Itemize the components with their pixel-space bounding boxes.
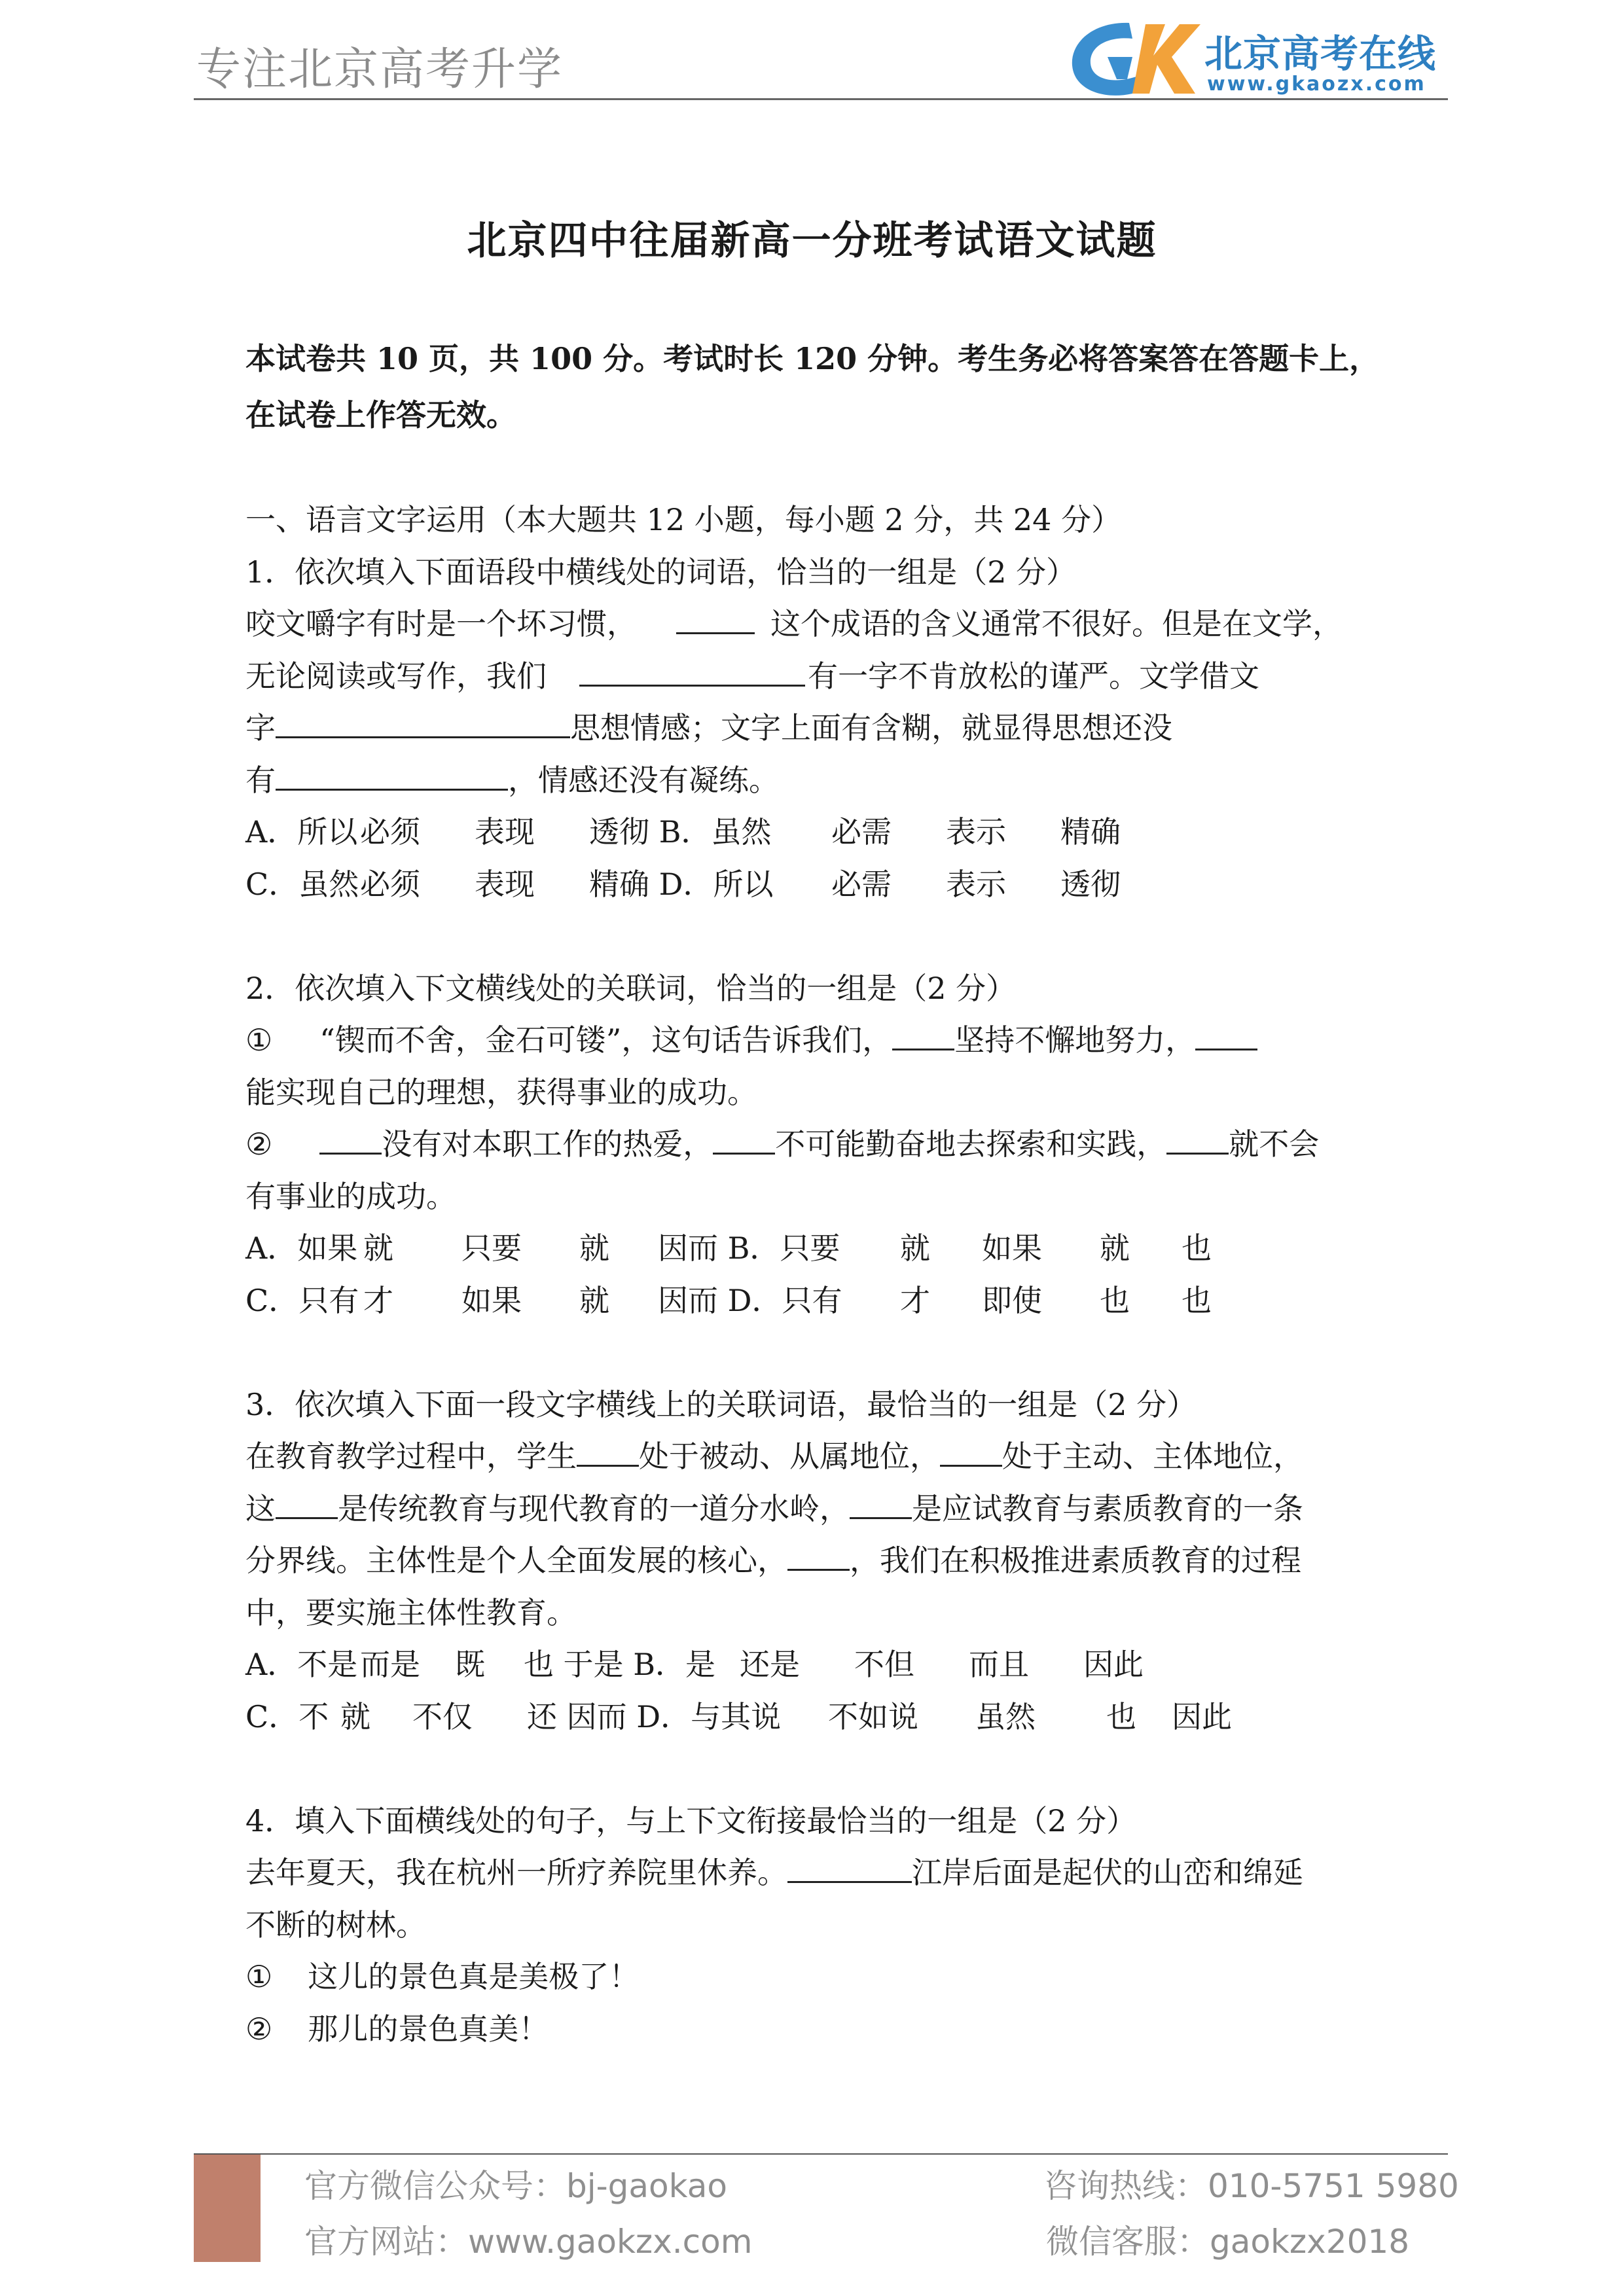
q2-text: 坚持不懈地努力， [954,1022,1196,1058]
q4-item-1 [245,1951,1417,2003]
q1-text: 有一字不肯放松的谨严。文学借文 [808,658,1259,694]
answer-blank [892,1018,954,1050]
q4-text: 江岸后面是起伏的山峦和绵延 [912,1855,1303,1890]
option-text: 虽然 [975,1698,1036,1734]
option-text: 而是 [360,1647,420,1682]
q3-text: 是应试教育与素质教育的一条 [912,1490,1303,1526]
option-text: 既 [455,1647,485,1682]
option-text: A．所以 [245,814,358,850]
q3-stem: 3．依次填入下面一段文字横线上的关联词语，最恰当的一组是（2 分） [245,1386,1197,1422]
exam-instructions [245,331,1398,443]
option-text: 还 因而 D．与其说 [527,1698,782,1734]
section-heading: 一、语言文字运用（本大题共 12 小题，每小题 2 分，共 24 分） [245,502,1122,537]
option-text: 表示 [946,814,1006,850]
q1-text: 思想情感；文字上面有含糊，就显得思想还没 [570,710,1172,745]
q1-options-row-1 [245,806,1417,859]
site-logo [1067,16,1460,101]
answer-blank [1195,1018,1257,1050]
option-text: 就 [340,1698,370,1734]
q1-stem: 1．依次填入下面语段中横线处的词语，恰当的一组是（2 分） [245,554,1077,590]
header-rule [194,98,1448,100]
option-text: 必须 [360,814,420,850]
option-text: C．虽然 [245,866,359,902]
option-text: 就 [1100,1230,1130,1266]
q2-line-2: 能实现自己的理想，获得事业的成功。 [245,1074,757,1110]
q2-text: “锲而不舍，金石可镂”，这句话告诉我们， [319,1022,893,1058]
option-text: 就 [579,1282,609,1318]
item-number: ② [245,2011,273,2047]
option-text: 不仅 [412,1698,473,1734]
q4-line-2: 不断的树林。 [245,1907,426,1943]
option-text: 如果 [982,1230,1042,1266]
q2-line-4: 有事业的成功。 [245,1178,456,1214]
gk-logo-icon [1067,16,1204,101]
option-text: 表现 [475,814,535,850]
option-text: 只要 [461,1230,522,1266]
q1-text: 字 [245,710,276,745]
option-text: 因而 D．只有 [658,1282,842,1318]
q3-text: 在教育教学过程中，学生 [245,1439,577,1474]
option-text: 也 [1182,1230,1212,1266]
option-text: 不如说 [828,1698,918,1734]
option-text: 透彻 B．虽然 [589,814,772,850]
option-text: 透彻 [1060,866,1121,902]
q1-line-1 [245,598,1417,651]
option-text: 即使 [982,1282,1042,1318]
q3-text: 是传统教育与现代教育的一道分水岭， [338,1490,850,1526]
item-number: ① [245,1959,273,1994]
q3-text: ，我们在积极推进素质教育的过程 [850,1543,1301,1578]
option-text: 也 [1100,1282,1130,1318]
footer-wechat-service: 微信客服：gaokzx2018 [1046,2223,1410,2261]
q1-text: 无论阅读或写作，我们 [245,658,547,694]
q3-line-4: 中，要实施主体性教育。 [245,1594,577,1630]
option-text: 也 [1182,1282,1212,1318]
q4-stem: 4．填入下面横线处的句子，与上下文衔接最恰当的一组是（2 分） [245,1803,1137,1839]
option-text: 才 [363,1282,393,1318]
footer-website: 官方网站：www.gaokzx.com [304,2223,753,2261]
exam-title: 北京四中往届新高一分班考试语文试题 [467,218,1157,264]
option-text: 还是 [740,1647,800,1682]
answer-blank [787,1851,912,1883]
q2-options-row-2 [245,1275,1417,1327]
footer-accent-bar [194,2155,261,2262]
q2-text: 没有对本职工作的热爱， [382,1126,713,1162]
q3-line-2 [245,1483,1417,1535]
answer-blank [850,1487,912,1519]
answer-blank [276,1487,338,1519]
logo-url: www.gkaozx.com [1207,73,1426,96]
answer-blank [579,655,805,687]
footer-wechat-account: 官方微信公众号：bj-gaokao [304,2167,727,2205]
option-text: 如果 [461,1282,522,1318]
option-text: 也 [1106,1698,1136,1734]
option-text: 必需 [831,814,892,850]
q1-text: 咬文嚼字有时是一个坏习惯， [245,606,637,641]
item-number: ① [245,1022,273,1058]
item-text: 这儿的景色真是美极了！ [308,1959,640,1994]
q1-text: 有 [245,762,276,798]
q3-options-row-1 [245,1639,1417,1691]
option-text: 就 [900,1230,930,1266]
footer-hotline: 咨询热线：010-5751 5980 [1044,2167,1459,2205]
q2-line-1 [245,1014,1417,1067]
answer-blank [577,1435,639,1467]
option-text: 就 [579,1230,609,1266]
q3-options-row-2 [245,1691,1417,1744]
option-text: 精确 [1060,814,1121,850]
answer-blank [713,1122,775,1155]
answer-blank [276,759,508,791]
answer-blank [940,1435,1002,1467]
item-number: ② [245,1126,273,1162]
q4-text: 去年夏天，我在杭州一所疗养院里休养。 [245,1855,787,1890]
header-slogan: 专注北京高考升学 [196,44,564,96]
answer-blank [276,706,570,738]
exam-content [245,494,1417,2055]
option-text: 必须 [360,866,420,902]
option-text: C．不 [245,1698,329,1734]
option-text: 因此 [1083,1647,1144,1682]
answer-blank [1166,1122,1229,1155]
q2-text: 就不会 [1229,1126,1320,1162]
q4-line-1 [245,1847,1417,1899]
logo-title: 北京高考在线 [1204,31,1437,76]
option-text: A．不是 [245,1647,358,1682]
answer-blank [787,1539,850,1571]
q4-item-2 [245,2003,1417,2056]
option-text: 不但 [854,1647,914,1682]
option-text: 表现 [475,866,535,902]
q1-text: 这个成语的含义通常不很好。但是在文学， [770,606,1343,641]
option-text: 精确 D．所以 [589,866,774,902]
q3-text: 处于主动、主体地位， [1002,1439,1303,1474]
q1-line-3 [245,702,1417,755]
q2-stem: 2．依次填入下文横线处的关联词，恰当的一组是（2 分） [245,970,1017,1006]
q2-options-row-1 [245,1223,1417,1275]
q1-line-4 [245,755,1417,807]
option-text: 表示 [946,866,1006,902]
footer-rule [194,2153,1448,2155]
option-text: 而且 [969,1647,1029,1682]
option-text: 必需 [831,866,892,902]
option-text: A．如果 [245,1230,358,1266]
option-text: 因而 B．只要 [658,1230,840,1266]
instructions-line-2: 在试卷上作答无效。 [245,397,516,433]
option-text: 就 [363,1230,393,1266]
option-text: 也 于是 B．是 [524,1647,716,1682]
option-text: C．只有 [245,1282,359,1318]
answer-blank [319,1122,382,1155]
answer-blank [676,602,755,634]
option-text: 才 [900,1282,930,1318]
q1-options-row-2 [245,859,1417,911]
q2-line-3 [245,1119,1417,1171]
item-text: 那儿的景色真美！ [308,2011,549,2047]
q2-text: 不可能勤奋地去探索和实践， [775,1126,1167,1162]
q1-line-2 [245,651,1417,703]
q3-text: 处于被动、从属地位， [639,1439,940,1474]
instructions-line-1: 本试卷共 10 页，共 100 分。考试时长 120 分钟。考生务必将答案答在答题卡上， [245,341,1380,376]
q3-text: 分界线。主体性是个人全面发展的核心， [245,1543,787,1578]
q3-line-1 [245,1431,1417,1483]
q3-line-3 [245,1535,1417,1587]
option-text: 因此 [1172,1698,1232,1734]
q1-text: ，情感还没有凝练。 [508,762,779,798]
q3-text: 这 [245,1490,276,1526]
